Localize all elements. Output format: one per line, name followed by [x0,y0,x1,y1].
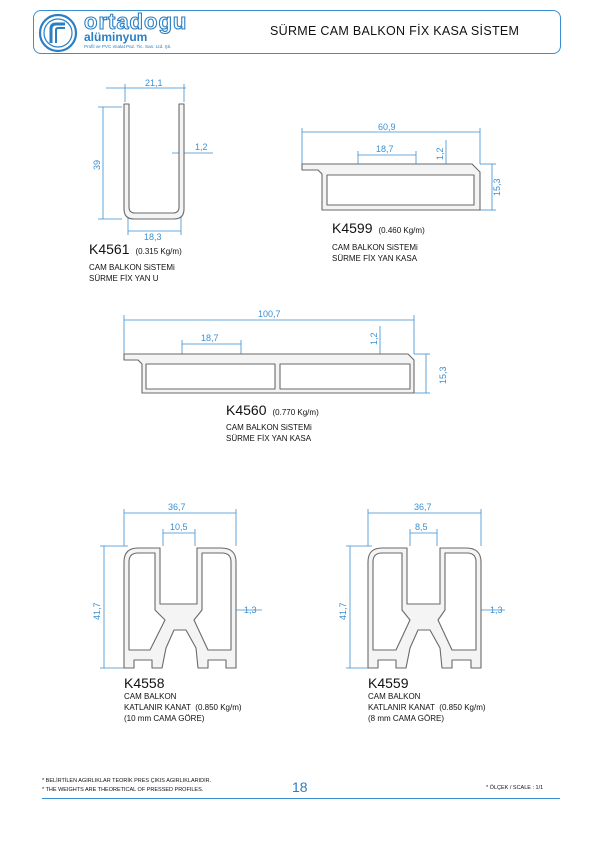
k4559-weight: (0.850 Kg/m) [439,703,486,712]
k4560-line-2: SÜRME FİX YAN KASA [226,434,312,443]
k4558-line-3: (10 mm CAMA GÖRE) [124,714,205,723]
k4561-weight: (0.315 Kg/m) [135,247,182,256]
page-title: SÜRME CAM BALKON FİX KASA SİSTEM [270,24,520,38]
k4599-inner-cavity [327,175,474,205]
brand-legal-name: Profil ve PVC imalat Paz. Tic. San. Ltd. Şti. [84,44,172,49]
k4558-description [124,691,242,724]
k4560-code [226,402,319,418]
k4559-line-1: CAM BALKON [368,692,421,701]
k4599-code-text: K4599 [332,220,373,236]
scale-note: * ÖLÇEK / SCALE : 1/1 [486,785,544,791]
k4599-inner-label: 18,7 [376,144,394,154]
k4561-code-text: K4561 [89,241,130,257]
k4599-height-label: 15,3 [492,178,502,196]
k4559-width-label: 36,7 [414,502,432,512]
k4558-line-2: KATLANIR KANAT [124,703,191,712]
k4558-line-1: CAM BALKON [124,692,177,701]
k4560-width-label: 100,7 [258,309,281,319]
k4560-description [226,422,312,444]
k4599-description [332,242,418,264]
k4560-wall-label: 1,2 [369,332,379,345]
k4599-weight: (0.460 Kg/m) [378,226,425,235]
k4559-line-3: (8 mm CAMA GÖRE) [368,714,445,723]
k4558-code [124,675,164,691]
k4561-inner-label: 18,3 [144,232,162,242]
k4558-height-label: 41,7 [92,602,102,620]
k4561-line-1: CAM BALKON SiSTEMi [89,263,175,272]
k4558-wall-label: 1,3 [244,605,257,615]
k4561-height-label: 39 [92,159,102,170]
page-number: 18 [292,779,308,795]
k4561-profile-outline [124,104,184,219]
k4560-inner-label: 18,7 [201,333,219,343]
k4560-left-cavity [146,364,275,389]
k4558-width-label: 36,7 [168,502,186,512]
k4561-width-label: 21,1 [145,78,163,88]
k4560-height-label: 15,3 [438,366,448,384]
k4599-width-label: 60,9 [378,122,396,132]
k4561-line-2: SÜRME FİX YAN U [89,274,159,283]
k4561-code [89,241,182,257]
k4561-description [89,262,175,284]
footer-divider [42,798,560,799]
k4558-slot-label: 10,5 [170,522,188,532]
k4559-code-text: K4559 [368,675,409,691]
k4561-dimension-lines [98,84,213,235]
k4559-line-2: KATLANIR KANAT [368,703,435,712]
k4560-line-1: CAM BALKON SiSTEMi [226,423,312,432]
k4560-code-text: K4560 [226,402,267,418]
footer-note-en: * THE WEIGHTS ARE THEORETICAL OF PRESSED PROFILES. [42,787,204,793]
k4558-code-text: K4558 [124,675,165,691]
k4559-slot-label: 8,5 [415,522,428,532]
k4559-wall-label: 1,3 [490,605,503,615]
k4599-line-1: CAM BALKON SiSTEMi [332,243,418,252]
k4561-wall-label: 1,2 [195,142,208,152]
footer-note-tr: * BELİRTİLEN AGIRLIKLAR TEORİK PRES ÇIKIS AGIRLIKLARIDIR. [42,778,212,784]
k4599-code [332,220,425,236]
k4558-weight: (0.850 Kg/m) [195,703,242,712]
k4559-code [368,675,408,691]
k4559-height-label: 41,7 [338,602,348,620]
brand-subtitle: alüminyum [84,30,148,44]
brand-name: ortadogu [84,9,188,34]
k4560-weight: (0.770 Kg/m) [272,408,319,417]
k4599-wall-label: 1,2 [435,147,445,160]
k4599-line-2: SÜRME FİX YAN KASA [332,254,418,263]
k4560-right-cavity [280,364,410,389]
k4559-description [368,691,486,724]
